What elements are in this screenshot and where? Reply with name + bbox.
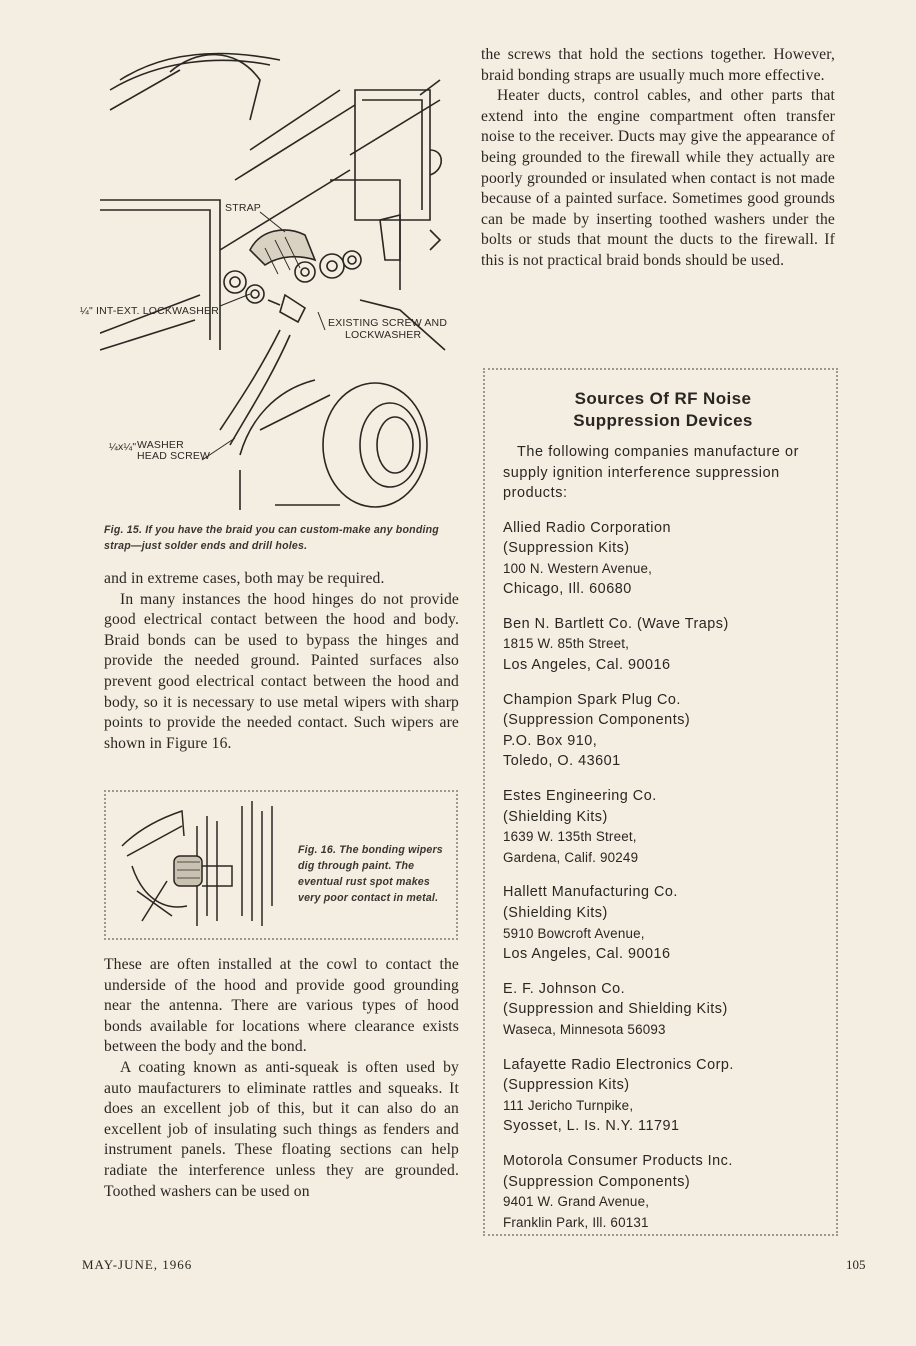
label-lockwasher: ¼" INT-EXT. LOCKWASHER bbox=[80, 305, 220, 317]
company-product: (Suppression Kits) bbox=[503, 540, 630, 557]
paragraph: These are often installed at the cowl to contact the underside of the hood and provide good grounding near the antenna. There are various types of hood bonds available for locations where clearance exists between the body and the bond. bbox=[104, 956, 459, 1056]
company-name: Motorola Consumer Products Inc. bbox=[503, 1152, 733, 1169]
paragraph: Heater ducts, control cables, and other parts that extend into the engine compartment often transfer noise to the receiver. Ducts may give the appearance of being grounded to the firewall while they actually are poorly grounded or insulated when contact is not made because of a painted surface. Sometimes good grounds can be made by inserting toothed washers under the bolts or studs that mount the ducts to the firewall. If this is not practical braid bonds should be used. bbox=[481, 87, 835, 269]
company-city: Toledo, O. 43601 bbox=[503, 753, 621, 770]
company-street: 1815 W. 85th Street, bbox=[503, 636, 630, 652]
sidebar-title-line-1: Sources Of RF Noise bbox=[574, 389, 752, 408]
left-column-top bbox=[104, 569, 459, 754]
paragraph: and in extreme cases, both may be required. bbox=[104, 570, 385, 587]
company-name: E. F. Johnson Co. bbox=[503, 980, 626, 997]
company-product: (Shielding Kits) bbox=[503, 808, 608, 825]
company-name: Hallett Manufacturing Co. bbox=[503, 884, 678, 901]
paragraph: the screws that hold the sections together. However, braid bonding straps are usually much more effective. bbox=[481, 46, 835, 84]
company-product: (Suppression Components) bbox=[503, 1173, 691, 1190]
company-city: Los Angeles, Cal. 90016 bbox=[503, 946, 671, 963]
sidebar-title-line-2: Suppression Devices bbox=[573, 411, 753, 430]
paragraph: A coating known as anti-squeak is often used by auto maufacturers to eliminate rattles and squeaks. It does an excellent job of this, but it can also do an excellent job of insulating such things as fenders and instrument panels. These floating sections can help radiate the interference unless they are grounded. Toothed washers can be used on bbox=[104, 1058, 459, 1200]
company-name: Champion Spark Plug Co. bbox=[503, 691, 681, 708]
company-name: Estes Engineering Co. bbox=[503, 788, 657, 805]
company-product: (Suppression Components) bbox=[503, 712, 691, 729]
sidebar-intro: The following companies manufacture or supply ignition interference suppression products: bbox=[503, 444, 799, 501]
label-strap: STRAP bbox=[225, 202, 262, 214]
company-name: Ben N. Bartlett Co. (Wave Traps) bbox=[503, 615, 729, 632]
figure-15-caption bbox=[104, 522, 459, 554]
company-street: 9401 W. Grand Avenue, bbox=[503, 1194, 650, 1210]
company-street: P.O. Box 910, bbox=[503, 732, 598, 749]
right-column-top bbox=[481, 45, 835, 272]
company-city: Franklin Park, Ill. 60131 bbox=[503, 1214, 649, 1230]
list-item bbox=[503, 882, 823, 964]
company-street: 111 Jericho Turnpike, bbox=[503, 1097, 634, 1113]
label-existing-screw-2: LOCKWASHER bbox=[345, 329, 422, 341]
list-item bbox=[503, 786, 823, 868]
figure-16-caption bbox=[298, 842, 443, 906]
label-existing-screw: EXISTING SCREW AND bbox=[328, 317, 448, 329]
list-item bbox=[503, 518, 823, 600]
company-street: 1639 W. 135th Street, bbox=[503, 829, 637, 845]
list-item bbox=[503, 614, 823, 676]
company-street: Waseca, Minnesota 56093 bbox=[503, 1021, 666, 1037]
company-street: 100 N. Western Avenue, bbox=[503, 560, 653, 576]
list-item bbox=[503, 979, 823, 1041]
label-washer-head-1: WASHER bbox=[137, 439, 184, 451]
caption-fig-16: Fig. 16. The bonding wipers dig through paint. The eventual rust spot makes very poor contact in metal. bbox=[298, 844, 443, 904]
label-washer-head-2: HEAD SCREW bbox=[137, 450, 211, 462]
sidebar-box bbox=[483, 368, 838, 1236]
company-city: Syosset, L. Is. N.Y. 11791 bbox=[503, 1118, 680, 1135]
company-name: Lafayette Radio Electronics Corp. bbox=[503, 1056, 734, 1073]
figure-16-drawing bbox=[112, 796, 297, 936]
company-name: Allied Radio Corporation bbox=[503, 519, 671, 536]
caption-fig-15: Fig. 15. If you have the braid you can custom-make any bonding strap—just solder ends and drill holes. bbox=[104, 524, 439, 552]
company-city: Los Angeles, Cal. 90016 bbox=[503, 657, 671, 674]
company-product: (Shielding Kits) bbox=[503, 905, 608, 921]
label-washer-prefix: ¼x¼" bbox=[109, 441, 137, 453]
left-column-bottom bbox=[104, 955, 459, 1202]
list-item bbox=[503, 1151, 823, 1233]
list-item bbox=[503, 690, 823, 772]
list-item bbox=[503, 1055, 823, 1137]
company-product: (Suppression Kits) bbox=[503, 1077, 630, 1094]
figure-15 bbox=[80, 50, 470, 520]
page-number: 105 bbox=[846, 1257, 866, 1272]
footer-issue: MAY-JUNE, 1966 bbox=[82, 1257, 193, 1272]
company-street: 5910 Bowcroft Avenue, bbox=[503, 925, 645, 941]
paragraph: In many instances the hood hinges do not provide good electrical contact between the hood and body. Braid bonds can be used to bypass the hinges and provide the needed ground. Painted surfaces also prevent good electrical contact between the hood and body, so it is necessary to use metal wipers with sharp points to provide the needed contact. Such wipers are shown in Figure 16. bbox=[104, 590, 459, 752]
figure-16-box bbox=[104, 790, 458, 940]
sidebar-content bbox=[503, 388, 823, 1233]
company-city: Chicago, Ill. 60680 bbox=[503, 581, 632, 598]
company-city: Gardena, Calif. 90249 bbox=[503, 849, 639, 865]
company-product: (Suppression and Shielding Kits) bbox=[503, 1001, 728, 1018]
